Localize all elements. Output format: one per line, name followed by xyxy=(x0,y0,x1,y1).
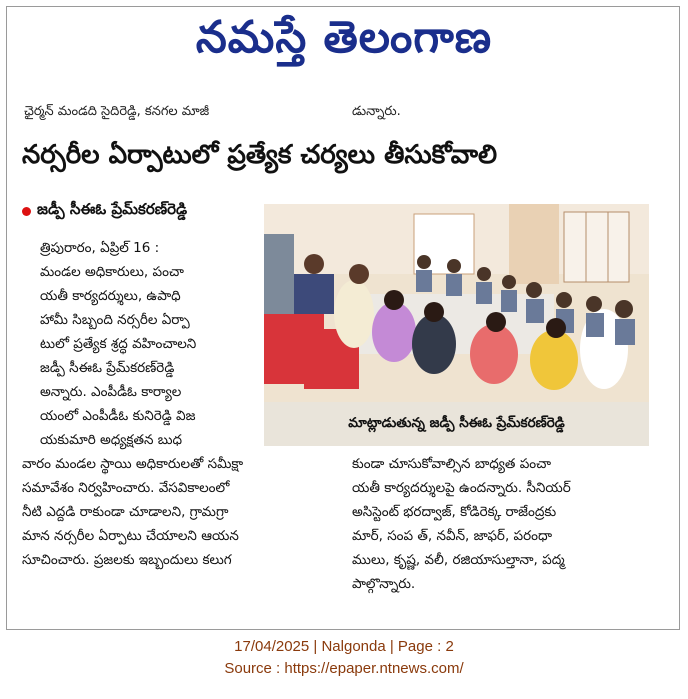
body-line: మార్, సంప త్, నవీన్, జాఫర్, పరంధా xyxy=(352,528,553,544)
body-line: జడ్పీ సీఈఓ ప్రేమ్‌కరణ్‌రెడ్డి xyxy=(40,360,175,376)
article-body-left-wide-column xyxy=(22,452,344,572)
body-line: సమావేశం నిర్వహించారు. వేసవికాలంలో xyxy=(22,480,230,496)
body-line: మండల అధికారులు, పంచా xyxy=(40,264,184,280)
meeting-photo-illustration xyxy=(264,204,649,402)
article-body-left-column xyxy=(40,236,252,452)
newspaper-masthead: నమస్తే తెలంగాణ xyxy=(195,12,493,63)
body-line: యతీ కార్యదర్శులపై ఉందన్నారు. సీనియర్ xyxy=(352,480,571,496)
footer-source: Source : https://epaper.ntnews.com/ xyxy=(224,660,464,677)
body-line: యంలో ఎంపీడీఓ కునిరెడ్డి విజ xyxy=(40,408,196,424)
article-byline xyxy=(22,200,187,222)
body-line: ములు, కృష్ణ, వలీ, రజియాసుల్తానా, పద్మ xyxy=(352,552,565,568)
body-line: పాల్గొన్నారు. xyxy=(352,576,416,592)
previous-story-fragment-left: ఛైర్మన్ మండది సైదిరెడ్డి, కనగల మాజీ xyxy=(24,104,210,119)
body-line: అన్నారు. ఎంపీడీఓ కార్యాల xyxy=(40,384,182,400)
body-line: హామీ సిబ్బంది నర్సరీల ఏర్పా xyxy=(40,312,190,328)
meeting-photo xyxy=(264,204,649,402)
byline-text: జడ్పీ సీఈఓ ప్రేమ్‌కరణ్‌రెడ్డి xyxy=(37,200,188,218)
body-line: త్రిపురారం, ఏప్రిల్ 16 : xyxy=(40,240,160,256)
article-headline: నర్సరీల ఏర్పాటులో ప్రత్యేక చర్యలు తీసుకోవాలి xyxy=(22,140,498,170)
body-line: మాన నర్సరీల ఏర్పాటు చేయాలని ఆయన xyxy=(22,528,239,544)
photo-caption: మాట్లాడుతున్న జడ్పీ సీఈఓ ప్రేమ్‌కరణ్‌రెడ్డి xyxy=(264,402,649,446)
body-line: వారం మండల స్థాయి అధికారులతో సమీక్షా xyxy=(22,456,244,472)
body-line: యతీ కార్యదర్శులు, ఉపాధి xyxy=(40,288,181,304)
previous-story-fragment-right: డున్నారు. xyxy=(352,104,401,119)
footer-date-edition: 17/04/2025 | Nalgonda | Page : 2 xyxy=(234,638,454,655)
bullet-dot-icon xyxy=(22,207,31,216)
body-line: నీటి ఎద్దడి రాకుండా చూడాలని, గ్రామగ్రా xyxy=(22,504,229,520)
body-line: యకుమారి అధ్యక్షతన బుధ xyxy=(40,432,183,448)
article-body-right-column xyxy=(352,452,652,596)
body-line: టులో ప్రత్యేక శ్రద్ధ వహించాలని xyxy=(40,336,197,352)
body-line: కుండా చూసుకోవాల్సిన బాధ్యత పంచా xyxy=(352,456,552,472)
body-line: అసిస్టెంట్ భరద్వాజ్, కోడిరెక్క రాజేంద్రకు xyxy=(352,504,557,520)
body-line: సూచించారు. ప్రజలకు ఇబ్బందులు కలుగ xyxy=(22,552,232,568)
